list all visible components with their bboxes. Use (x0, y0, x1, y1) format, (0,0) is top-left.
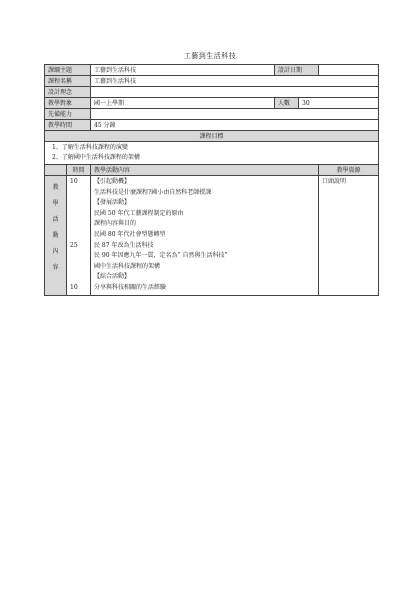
objectives-header: 課程目標 (45, 131, 379, 142)
count-value: 30 (299, 98, 379, 109)
prereq-value (91, 109, 379, 120)
corner-cell (45, 165, 67, 176)
activity-line: 分享與科技相關的生活經驗 (94, 283, 167, 291)
row-activities-body (45, 176, 379, 296)
minutes-value: 25 (70, 241, 78, 249)
vertical-char: 學 (52, 200, 59, 207)
activity-resources (319, 176, 379, 296)
row-objectives-header (45, 131, 379, 142)
activity-line: 民國 80 年代社會型態轉型 (94, 230, 166, 238)
minutes-value: 10 (70, 283, 78, 291)
minutes-value: 10 (70, 178, 78, 185)
activity-section-label (45, 176, 67, 296)
lesson-plan-table (44, 64, 379, 296)
designer-value (319, 65, 379, 76)
vertical-char: 內 (52, 248, 59, 255)
course-name-label: 課程名稱 (45, 76, 91, 87)
activity-line: 民 87 年改為生活科技 (94, 241, 154, 249)
designer-label: 設計日期 (275, 65, 319, 76)
objectives-list (45, 142, 379, 165)
activity-line: 國中生活科技課程的架構 (94, 262, 161, 270)
vertical-char: 活 (52, 216, 59, 223)
design-concept-label: 設計理念 (45, 87, 91, 98)
activity-minutes (67, 176, 91, 296)
activity-line: 民國 50 年代工藝課程制定的原由 (94, 209, 184, 217)
row-target (45, 98, 379, 109)
time-value: 45 分鐘 (91, 120, 379, 131)
row-course-name (45, 76, 379, 87)
row-objectives (45, 142, 379, 165)
prereq-label: 先備能力 (45, 109, 91, 120)
time-column-header: 時間 (67, 165, 91, 176)
objective-item: 2、了解國中生活科技課程的架構 (52, 154, 140, 161)
vertical-char: 容 (52, 264, 59, 271)
activity-line: 生活科技是什麼課程?國小由自然科老師授課 (94, 188, 212, 196)
count-label: 人數 (275, 98, 299, 109)
design-concept-value (91, 87, 379, 98)
activity-content (91, 176, 319, 296)
target-label: 教學對象 (45, 98, 91, 109)
row-prereq (45, 109, 379, 120)
row-design-concept (45, 87, 379, 98)
row-time (45, 120, 379, 131)
activity-line: 【發展活動】 (94, 199, 131, 207)
course-name-value: 工藝到生活科技 (91, 76, 379, 87)
vertical-char: 教 (52, 184, 59, 191)
target-value: 國一上學期 (91, 98, 275, 109)
document-title: 工藝到生活科技 (183, 52, 237, 60)
activity-line: 民 90 年因應九年一貫，定名為” 自然與生活科技” (94, 252, 228, 260)
resource-value: 口頭說明 (322, 178, 347, 185)
unit-theme-label: 課綱主題 (45, 65, 91, 76)
time-label: 教學時間 (45, 120, 91, 131)
unit-theme-value: 工藝到生活科技 (91, 65, 275, 76)
activity-line: 【綜合活動】 (94, 273, 131, 281)
activity-line: 課程內容與目的 (94, 220, 137, 228)
row-unit-theme (45, 65, 379, 76)
row-activities-header (45, 165, 379, 176)
resource-column-header: 教學資源 (319, 165, 379, 176)
objective-item: 1、了解生活科技課程的演變 (52, 144, 128, 151)
content-column-header: 教學活動內容 (91, 165, 319, 176)
vertical-char: 動 (52, 232, 59, 239)
activity-line: 【引起動機】 (94, 178, 131, 185)
